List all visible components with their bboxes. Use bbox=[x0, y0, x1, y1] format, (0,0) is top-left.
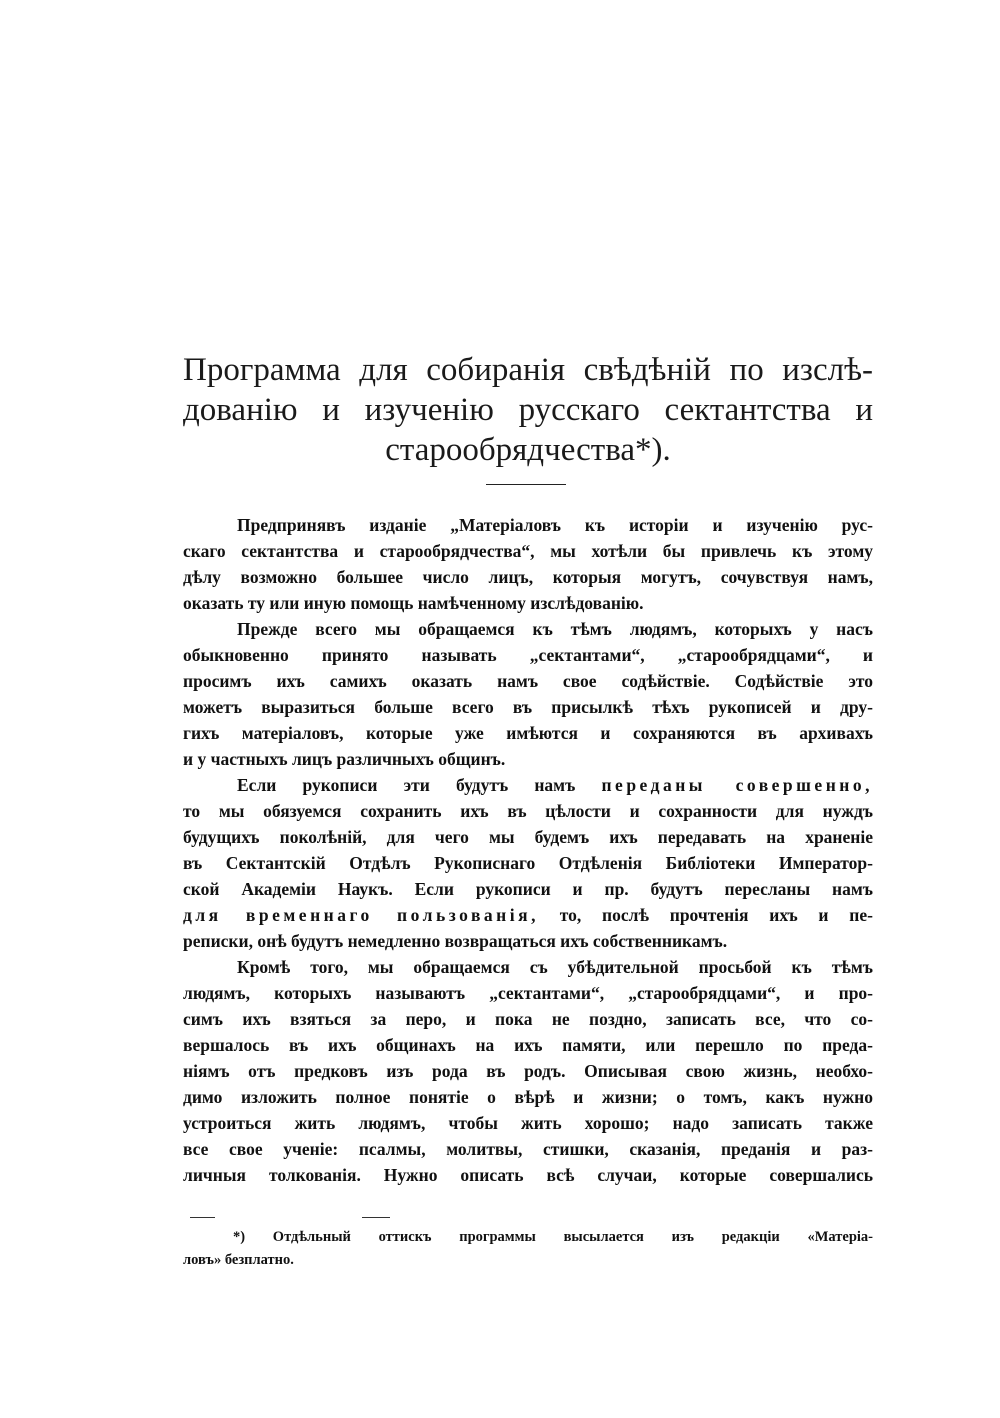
paragraph-2-line: и у частныхъ лицъ различныхъ общинъ. bbox=[183, 749, 506, 769]
paragraph-3-line: въ Сектантскій Отдѣлъ Рукописнаго Отдѣленія Библіотеки Импеpатор- bbox=[183, 853, 873, 873]
paragraph-2-line: гихъ матеріаловъ, которые уже имѣются и сохраняются въ архивахъ bbox=[183, 723, 873, 743]
paragraph-1-line: оказать ту или иную помощь намѣченному изслѣдованію. bbox=[183, 593, 644, 613]
paragraph-1-line: Предпринявъ изданіе „Матеріаловъ къ исторіи и изученію рус- bbox=[237, 515, 873, 535]
paragraph-4-line: ніямъ отъ предковъ изъ рода въ родъ. Описывая свою жизнь, необхо- bbox=[183, 1061, 873, 1081]
paragraph-3-line-1-prefix: Если рукописи эти будутъ намъ bbox=[237, 775, 602, 795]
paragraph-3-line: то мы обязуемся сохранить ихъ въ цѣлости и сохранности для нуждъ bbox=[183, 801, 873, 821]
body-text bbox=[183, 512, 873, 1188]
title-line: Программа для собиранія свѣдѣній по изслѣ- bbox=[183, 352, 873, 388]
paragraph-3-line bbox=[183, 902, 873, 928]
title-line: старообрядчества*). bbox=[385, 432, 671, 468]
footnote-line: *) Отдѣльный оттискъ программы высылается изъ редакціи «Матеріа- bbox=[233, 1229, 873, 1245]
paragraph-4-line: личныя толкованія. Нужно описать всѣ случаи, которые совершались bbox=[183, 1165, 873, 1185]
paragraph-3-line bbox=[183, 772, 873, 798]
paragraph-4-line: все свое ученіе: псалмы, молитвы, стишки, сказанія, преданія и раз- bbox=[183, 1139, 873, 1159]
paragraph-4-line: симъ ихъ взяться за перо, и пока не поздно, записать все, что со- bbox=[183, 1009, 873, 1029]
paragraph-3-line: реписки, онѣ будутъ немедленно возвращаться ихъ собственникамъ. bbox=[183, 931, 728, 951]
paragraph-3-line-6-suffix: то, послѣ прочтенія ихъ и пе- bbox=[538, 905, 873, 925]
paragraph-1-line: дѣлу возможно большее число лицъ, которыя могутъ, сочувствуя намъ, bbox=[183, 567, 873, 587]
paragraph-3-line: ской Академіи Наукъ. Если рукописи и пр. будутъ пересланы намъ bbox=[183, 879, 873, 899]
title-divider bbox=[486, 484, 566, 485]
paragraph-3-line-6-spaced: для временнаго пользованія, bbox=[183, 905, 539, 925]
paragraph-1-line: скаго сектантства и старообрядчества“, мы хотѣли бы привлечь къ этому bbox=[183, 541, 873, 561]
paragraph-4-line: вершалось въ ихъ общинахъ на ихъ памяти, или перешло по преда- bbox=[183, 1035, 873, 1055]
paragraph-4-line: Кромѣ того, мы обращаемся съ убѣдительной просьбой къ тѣмъ bbox=[237, 957, 873, 977]
footnote-line: ловъ» безплатно. bbox=[183, 1252, 294, 1268]
page-title bbox=[183, 350, 873, 470]
paragraph-3-line: будущихъ поколѣній, для чего мы будемъ ихъ передавать на храненіе bbox=[183, 827, 873, 847]
paragraph-2-line: Прежде всего мы обращаемся къ тѣмъ людямъ, которыхъ у насъ bbox=[237, 619, 873, 639]
paragraph-4-line: димо изложить полное понятіе о вѣрѣ и жизни; о томъ, какъ нужно bbox=[183, 1087, 873, 1107]
footnote-divider bbox=[190, 1217, 215, 1218]
footnote-divider bbox=[362, 1217, 390, 1218]
paragraph-4-line: устроиться жить людямъ, чтобы жить хорошо; надо записать также bbox=[183, 1113, 873, 1133]
footnote bbox=[183, 1226, 873, 1272]
paragraph-4-line: людямъ, которыхъ называютъ „сектантами“, „старообрядцами“, и про- bbox=[183, 983, 873, 1003]
paragraph-2-line: обыкновенно принято называть „сектантами“, „старообрядцами“, и bbox=[183, 645, 873, 665]
paragraph-3-line-1-spaced: переданы совершенно, bbox=[601, 775, 873, 795]
title-line: дованію и изученію русскаго сектантства и bbox=[183, 392, 873, 428]
paragraph-2-line: можетъ выразиться больше всего въ присылкѣ тѣхъ рукописей и дру- bbox=[183, 697, 873, 717]
paragraph-2-line: просимъ ихъ самихъ оказать намъ свое содѣйствіе. Содѣйствіе это bbox=[183, 671, 873, 691]
